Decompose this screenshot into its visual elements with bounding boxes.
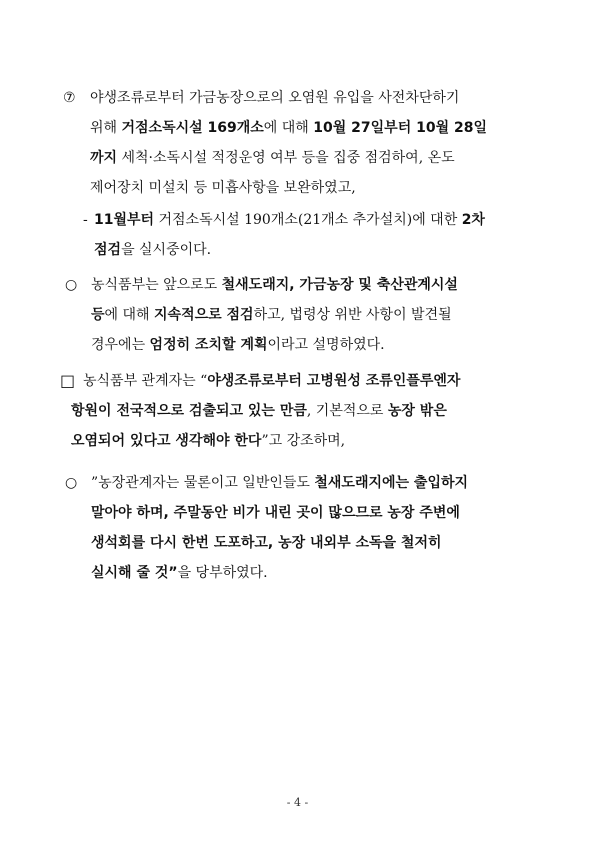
box-line-3	[71, 426, 460, 456]
bold-text: 10월 27일부터 10월 28일	[313, 120, 487, 136]
bold-text: 엄정히 조치할 계획	[149, 337, 268, 353]
dash-line-1	[94, 205, 485, 235]
text-span: 농식품부 관계자는 “	[83, 373, 208, 389]
box-line-2	[71, 396, 460, 426]
item-7-line-3	[90, 143, 487, 173]
item-7-marker: ⑦	[63, 90, 76, 106]
circle-2-line-3	[91, 528, 468, 558]
bold-text: 생석회를 다시 한번 도포하고, 농장 내외부 소독을 철저히	[91, 535, 442, 551]
bold-text: 지속적으로 점검	[154, 307, 254, 323]
item-7-line-2	[90, 113, 487, 143]
bold-text: 실시해 줄 것”	[91, 565, 178, 581]
circle-2-line-2	[91, 498, 468, 528]
text-span: 위해	[90, 120, 122, 136]
circle-2-line-4	[91, 558, 468, 588]
text-span: 경우에는	[91, 337, 150, 353]
text-span: 에 대해	[263, 120, 314, 136]
bold-text: 2차	[461, 212, 485, 228]
circle-1-line-3	[91, 330, 458, 360]
bold-text: 농장 밖은	[387, 403, 447, 419]
bold-text: 말아야 하며, 주말동안 비가 내린 곳이 많으므로 농장 주변에	[91, 505, 460, 521]
bold-text: 오염되어 있다고 생각해야 한다	[71, 433, 262, 449]
text-span: 하고, 법령상 위반 사항이 발견될	[253, 307, 452, 323]
circle-1-line-2	[91, 300, 458, 330]
text-span: 농식품부는 앞으로도	[91, 277, 222, 293]
circle-1-paragraph	[91, 270, 458, 360]
text-span: 거점소독시설 190개소(21개소 추가설치)에 대한	[154, 212, 462, 228]
bold-text: 11월부터	[94, 212, 155, 228]
bold-text: 야생조류로부터 고병원성 조류인플루엔자	[207, 373, 461, 389]
box-line-1	[83, 366, 460, 396]
item-7-line-1: 야생조류로부터 가금농장으로의 오염원 유입을 사전차단하기	[90, 90, 460, 106]
circle-1-marker: ○	[65, 277, 78, 293]
box-marker: □	[60, 371, 76, 390]
item-7-line-4: 제어장치 미설치 등 미흡사항을 보완하였고,	[90, 180, 356, 196]
circle-2-marker: ○	[65, 475, 78, 491]
bold-text: 등	[91, 307, 105, 323]
text-span: ”농장관계자는 물론이고 일반인들도	[91, 475, 315, 491]
text-span: 에 대해	[104, 307, 155, 323]
bold-text: 거점소독시설 169개소	[121, 120, 264, 136]
box-paragraph	[71, 366, 461, 456]
text-span: 이라고 설명하였다.	[267, 337, 385, 353]
bold-text: 철새도래지, 가금농장 및 축산관계시설	[221, 277, 458, 293]
dash-marker: -	[83, 212, 88, 228]
bold-text: 점검	[94, 242, 122, 258]
circle-2-paragraph	[91, 468, 468, 588]
circle-1-line-1	[91, 270, 458, 300]
text-span: 세척·소독시설 적정운영 여부 등을 집중 점검하여, 온도	[117, 150, 455, 166]
bold-text: 까지	[90, 150, 118, 166]
dash-paragraph	[94, 205, 485, 265]
text-span: , 기본적으로	[306, 403, 388, 419]
circle-2-line-1	[91, 468, 468, 498]
text-span: 을 실시중이다.	[121, 242, 212, 258]
text-span: 을 당부하였다.	[177, 565, 268, 581]
item-7-paragraph	[90, 83, 487, 203]
text-span: ”고 강조하며,	[261, 433, 346, 449]
bold-text: 항원이 전국적으로 검출되고 있는 만큼	[71, 403, 307, 419]
bold-text: 철새도래지에는 출입하지	[314, 475, 469, 491]
dash-line-2	[94, 235, 485, 265]
page-number: - 4 -	[286, 796, 309, 809]
